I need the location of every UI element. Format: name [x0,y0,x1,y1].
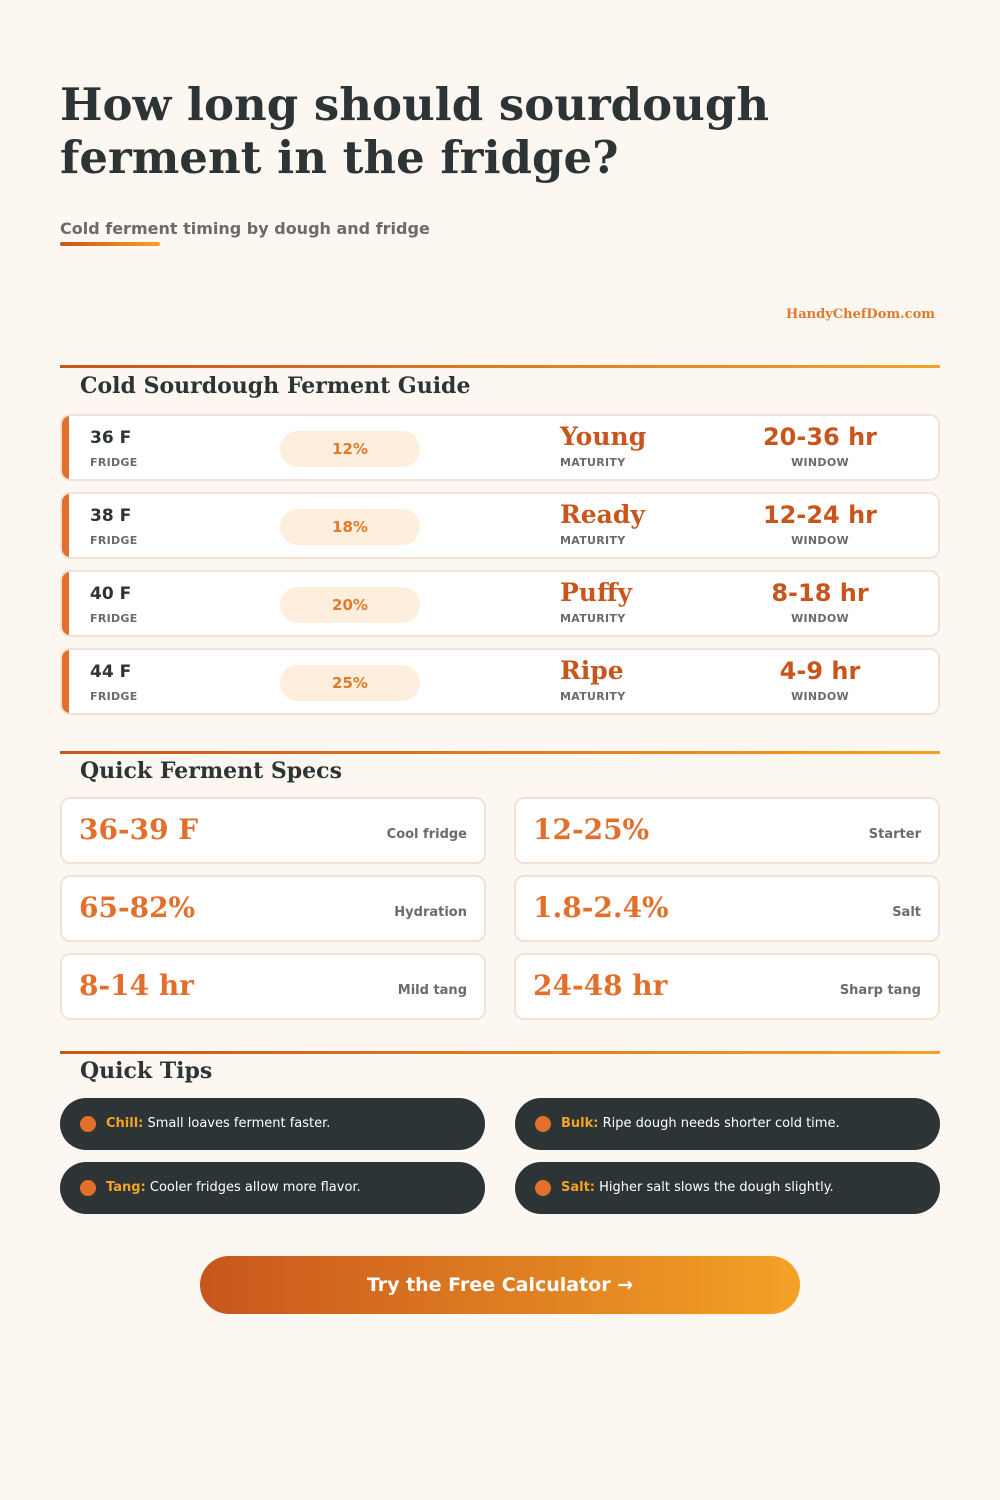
window-value: 12-24 hr [762,501,878,529]
spec-card [60,875,486,942]
fridge-label: FRIDGE [90,534,138,547]
spec-value: 24-48 hr [533,969,668,1002]
tip-key: Chill: [106,1116,144,1131]
fridge-temp: 38 F [90,506,132,526]
tip-body: Ripe dough needs shorter cold time. [602,1116,840,1131]
tip-key: Bulk: [561,1116,599,1131]
tips-section-title: Quick Tips [80,1058,213,1084]
guide-section-title: Cold Sourdough Ferment Guide [80,373,471,399]
window-value: 20-36 hr [762,423,878,451]
fridge-temp: 40 F [90,584,132,604]
maturity-value: Ripe [560,656,624,685]
tip-text [561,1180,834,1195]
guide-row [60,648,940,715]
maturity-value: Puffy [560,578,633,607]
tip-body: Higher salt slows the dough slightly. [599,1180,834,1195]
tip-text [106,1116,330,1131]
spec-card [514,953,940,1020]
tip-pill [60,1098,485,1150]
maturity-label: MATURITY [560,456,626,469]
spec-label: Mild tang [397,983,467,998]
spec-card [514,875,940,942]
maturity-value: Young [560,422,647,451]
maturity-label: MATURITY [560,534,626,547]
window-value: 8-18 hr [771,579,869,607]
window-label: WINDOW [791,456,849,469]
guide-row [60,570,940,637]
tip-key: Salt: [561,1180,596,1195]
specs-section-title: Quick Ferment Specs [80,758,342,784]
spec-card [514,797,940,864]
page-title: How long should sourdough ferment in the fridge? [60,78,770,184]
spec-card [60,953,486,1020]
spec-value: 65-82% [79,891,196,924]
spec-value: 1.8-2.4% [533,891,669,924]
window-label: WINDOW [791,534,849,547]
fridge-temp: 44 F [90,662,132,682]
starter-badge: 12% [280,431,420,467]
spec-value: 12-25% [533,813,650,846]
window-label: WINDOW [791,612,849,625]
free-calculator-button[interactable]: Try the Free Calculator → [200,1256,800,1314]
fridge-temp: 36 F [90,428,132,448]
tip-body: Small loaves ferment faster. [147,1116,331,1131]
spec-value: 8-14 hr [79,969,194,1002]
tip-body: Cooler fridges allow more flavor. [149,1180,361,1195]
row-accent-bar [62,572,69,635]
tip-pill [515,1098,940,1150]
bullet-dot-icon [535,1116,551,1132]
spec-label: Hydration [394,905,467,920]
row-accent-bar [62,494,69,557]
tip-key: Tang: [106,1180,146,1195]
spec-card [60,797,486,864]
tip-pill [60,1162,485,1214]
spec-value: 36-39 F [79,813,199,846]
spec-label: Starter [868,827,921,842]
window-label: WINDOW [791,690,849,703]
tip-text [106,1180,361,1195]
bullet-dot-icon [80,1116,96,1132]
brand-link[interactable]: HandyChefDom.com [785,307,935,322]
fridge-label: FRIDGE [90,690,138,703]
maturity-value: Ready [560,500,645,529]
bullet-dot-icon [80,1180,96,1196]
page-subtitle: Cold ferment timing by dough and fridge [60,219,430,238]
section-divider [60,365,940,368]
row-accent-bar [62,650,69,713]
bullet-dot-icon [535,1180,551,1196]
spec-label: Cool fridge [386,827,467,842]
row-accent-bar [62,416,69,479]
guide-row [60,492,940,559]
maturity-label: MATURITY [560,612,626,625]
starter-badge: 18% [280,509,420,545]
tip-pill [515,1162,940,1214]
window-value: 4-9 hr [779,657,861,685]
spec-label: Sharp tang [839,983,921,998]
subtitle-underline [60,242,160,246]
section-divider [60,1051,940,1054]
starter-badge: 25% [280,665,420,701]
fridge-label: FRIDGE [90,456,138,469]
maturity-label: MATURITY [560,690,626,703]
spec-label: Salt [892,905,921,920]
fridge-label: FRIDGE [90,612,138,625]
tip-text [561,1116,840,1131]
guide-row [60,414,940,481]
starter-badge: 20% [280,587,420,623]
section-divider [60,751,940,754]
